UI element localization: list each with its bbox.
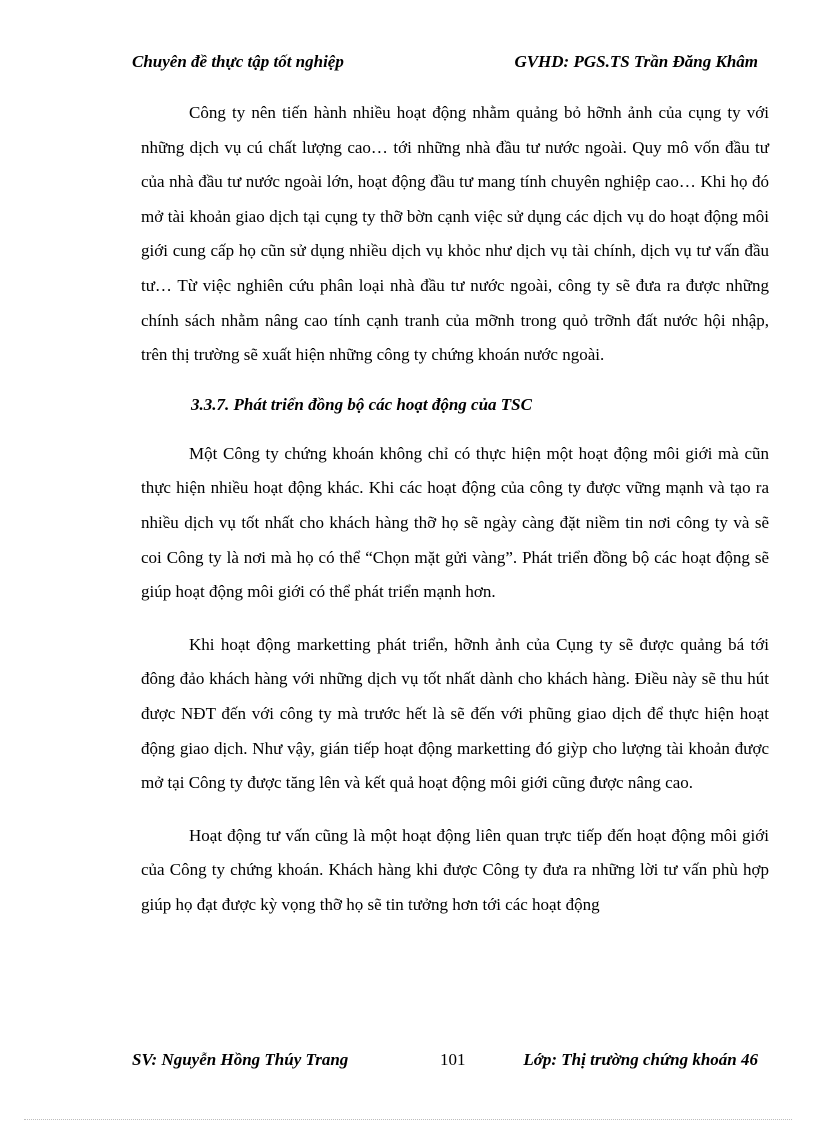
page-header bbox=[132, 52, 758, 78]
paragraph-foreign-investors: Công ty nên tiến hành nhiều hoạt động nhằm quảng bỏ hỡnh ảnh của cụng ty với những dịch vụ cú chất lượng cao… tới những nhà đầu tư nước ngoài. Quy mô vốn đầu tư của nhà đầu tư nước ngoài lớn, hoạt động đầu tư mang tính chuyên nghiệp cao… Khi họ đó mở tài khoản giao dịch tại cụng ty thỡ bờn cạnh việc sử dụng các dịch vụ do hoạt động môi giới cung cấp họ cũn sử dụng nhiều dịch vụ khỏc như dịch vụ tài chính, dịch vụ tư vấn đầu tư… Từ việc nghiên cứu phân loại nhà đầu tư nước ngoài, công ty sẽ đưa ra được những chính sách nhằm nâng cao tính cạnh tranh của mỡnh trong quỏ trỡnh đất nước hội nhập, trên thị trường sẽ xuất hiện những công ty chứng khoán nước ngoài. bbox=[141, 103, 769, 365]
paragraph-synchronous-development: Một Công ty chứng khoán không chỉ có thực hiện một hoạt động môi giới mà cũn thực hiện nhiều hoạt động khác. Khi các hoạt động của công ty được vững mạnh và tạo ra nhiều dịch vụ tốt nhất cho khách hàng thỡ họ sẽ ngày càng đặt niềm tin nơi công ty và sẽ coi Công ty là nơi mà họ có thể “Chọn mặt gửi vàng”. Phát triển đồng bộ các hoạt động sẽ giúp hoạt động môi giới có thể phát triển mạnh hơn. bbox=[141, 443, 769, 602]
header-supervisor: GVHD: PGS.TS Trần Đăng Khâm bbox=[514, 52, 758, 71]
paragraph-consulting: Hoạt động tư vấn cũng là một hoạt động liên quan trực tiếp đến hoạt động môi giới của Công ty chứng khoán. Khách hàng khi được Công ty đưa ra những lời tư vấn phù hợp giúp họ đạt được kỳ vọng thỡ họ sẽ tin tưởng hơn tới các hoạt động bbox=[141, 825, 769, 914]
paragraph-marketing: Khi hoạt động marketting phát triển, hỡnh ảnh của Cụng ty sẽ được quảng bá tới đông đảo khách hàng với những dịch vụ tốt nhất dành cho khách hàng. Điều này sẽ thu hút được NĐT đến với công ty mà trước hết là sẽ đến với phũng giao dịch để thực hiện hoạt động giao dịch. Như vậy, gián tiếp hoạt động marketting đó giỳp cho lượng tài khoản được mở tại Công ty được tăng lên và kết quả hoạt động môi giới cũng được nâng cao. bbox=[141, 634, 769, 793]
header-report-title: Chuyên đề thực tập tốt nghiệp bbox=[132, 52, 344, 71]
footer-student-name: SV: Nguyễn Hồng Thúy Trang bbox=[132, 1050, 349, 1069]
section-heading: 3.3.7. Phát triển đồng bộ các hoạt động của TSC bbox=[191, 394, 532, 414]
page-body bbox=[141, 96, 769, 922]
page-number: 101 bbox=[440, 1050, 466, 1069]
page-bottom-divider bbox=[24, 1119, 792, 1120]
page-footer bbox=[132, 1050, 758, 1076]
footer-class-name: Lớp: Thị trường chứng khoán 46 bbox=[523, 1050, 758, 1069]
